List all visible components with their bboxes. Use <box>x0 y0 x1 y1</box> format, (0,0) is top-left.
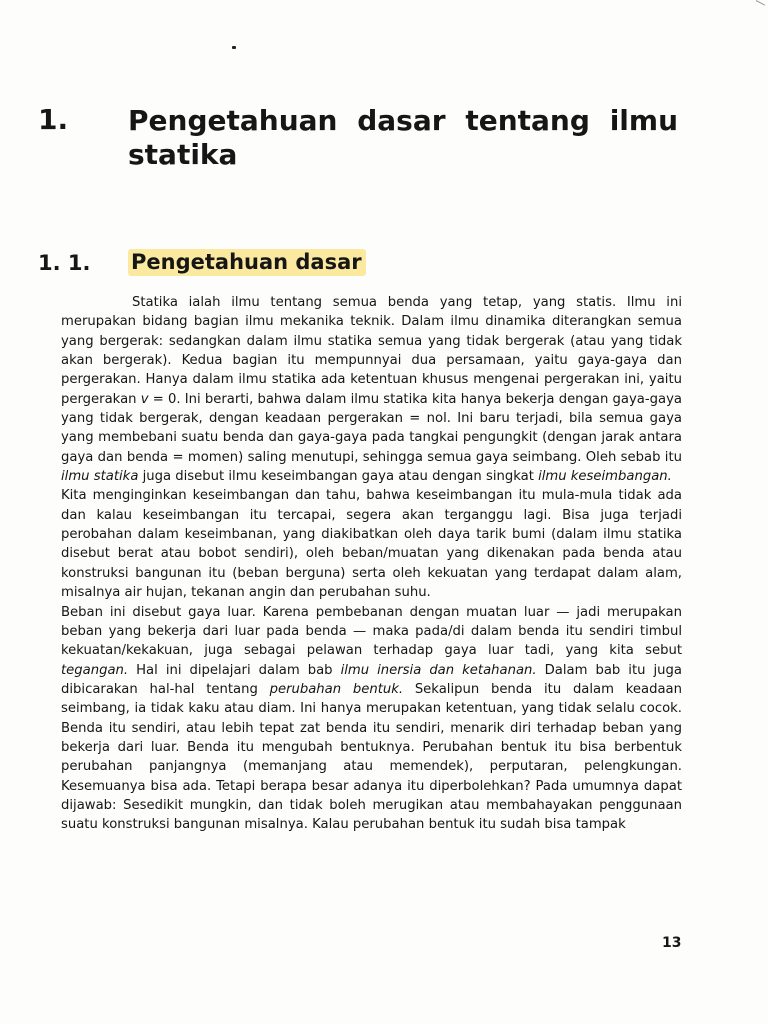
paragraph <box>61 486 682 602</box>
paragraph-text: Sekalipun benda itu dalam keadaan seimbang, ia tidak kaku atau diam. Ini hanya merupakan ketentuan, yang tidak selalu cocok. Benda itu sendiri, atau lebih tepat zat benda itu sendiri, menarik diri terhadap beban yang bekerja dari luar. Benda itu mengubah bentuknya. Perubahan bentuk itu bisa berbentuk perubahan panjangnya (memanjang atau memendek), perputaran, pelengkungan. Kesemuanya bisa ada. Tetapi berapa besar adanya itu diperbolehkan? Pada umumnya dapat dijawab: Sesedikit mungkin, dan tidak boleh merugikan atau membahayakan penggunaan suatu konstruksi bangunan misalnya. Kalau perubahan bentuk itu sudah bisa tampak <box>61 681 682 833</box>
paragraph-text: = 0. Ini berarti, bahwa dalam ilmu statika kita hanya bekerja dengan gaya-gaya yang tidak bergerak, dengan keadaan pergerakan = nol. Ini baru terjadi, bila semua gaya yang membebani suatu benda dan gaya-gaya pada tangkai pengungkit (dengan jarak antara gaya dan benda = momen) saling menutupi, sehingga semua gaya seimbang. Oleh sebab itu <box>61 391 682 465</box>
section-number: 1. 1. <box>38 251 91 275</box>
paragraph <box>61 293 682 486</box>
chapter-title: Pengetahuan dasar tentang ilmu statika <box>128 104 678 171</box>
paragraph-text: juga disebut ilmu keseimbangan gaya atau dengan singkat <box>138 469 539 485</box>
body-text <box>61 293 682 835</box>
italic-term: perubahan bentuk. <box>269 681 404 697</box>
corner-scan-mark <box>753 0 765 11</box>
paragraph <box>61 603 682 835</box>
paragraph-text: Hal ini dipelajari dalam bab <box>128 662 341 678</box>
italic-term: ilmu inersia dan ketahanan. <box>340 662 537 678</box>
italic-term: ilmu statika <box>61 469 139 485</box>
chapter-number: 1. <box>38 103 69 136</box>
ink-speck <box>232 46 236 49</box>
paragraph-text: Dalam bab itu juga dibicarakan hal-hal tentang <box>61 662 682 697</box>
paragraph-text: Kita menginginkan keseimbangan dan tahu, bahwa keseimbangan itu mula-mula tidak ada dan kalau keseimbangan itu tercapai, segera akan terganggu lagi. Bisa juga terjadi perobahan dalam keseimbanan, yang diakibatkan oleh daya tarik bumi (dalam ilmu statika disebut berat atau bobot sendiri), oleh beban/muatan yang dikenakan pada benda atau konstruksi bangunan itu (beban berguna) serta oleh kekuatan yang terdapat dalam alam, misalnya air hujan, tekanan angin dan perubahan suhu. <box>61 488 682 601</box>
italic-term: tegangan. <box>61 662 129 678</box>
section-title: Pengetahuan dasar <box>128 249 366 276</box>
italic-term: ilmu keseimbangan. <box>538 469 672 485</box>
paragraph-text: Statika ialah ilmu tentang semua benda yang tetap, yang statis. Ilmu ini merupakan bidang bagian ilmu mekanika teknik. Dalam ilmu dinamika diterangkan semua yang bergerak: sedangkan dalam ilmu statika semua yang tidak bergerak (atau yang tidak akan bergerak). Kedua bagian itu mempunnyai dua persamaan, yaitu gaya-gaya dan pergerakan. Hanya dalam ilmu statika ada ketentuan khusus mengenai pergerakan ini, yaitu pergerakan <box>61 295 682 407</box>
paragraph-text: Beban ini disebut gaya luar. Karena pembebanan dengan muatan luar — jadi merupakan beban yang bekerja dari luar pada benda — maka pada/di dalam benda itu sendiri timbul kekuatan/kekakuan, juga sebagai pelawan terhadap gaya luar tadi, yang kita sebut <box>61 604 682 659</box>
italic-term: v <box>140 391 149 407</box>
page-number: 13 <box>662 935 682 951</box>
